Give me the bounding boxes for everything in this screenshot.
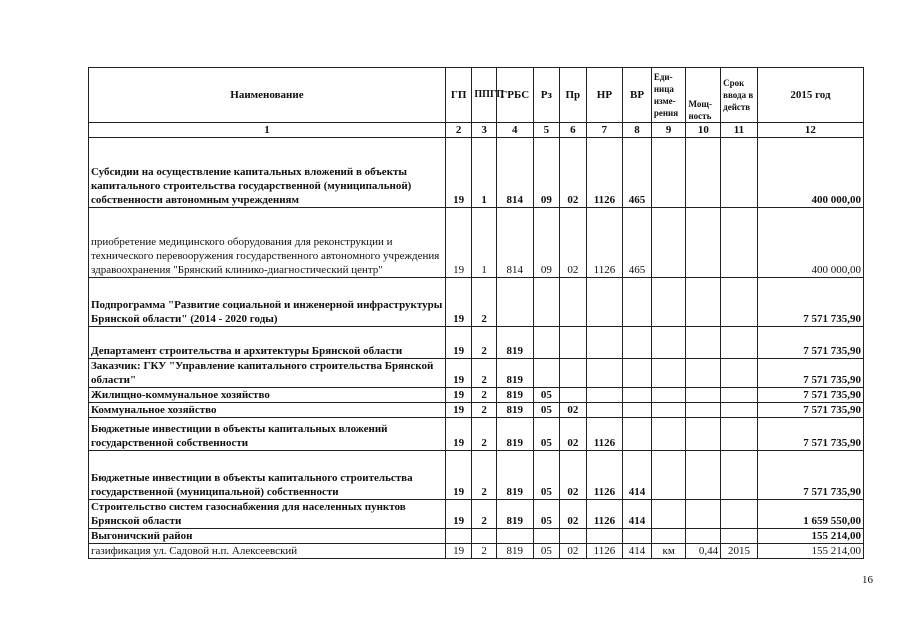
table-row — [89, 451, 864, 500]
row-name: Департамент строительства и архитектуры Брянской области — [89, 327, 446, 359]
amount-cell: 7 571 735,90 — [757, 327, 863, 359]
year-cell — [721, 388, 758, 403]
ppgp-cell: 2 — [472, 418, 496, 451]
capacity-cell — [686, 208, 721, 278]
table-row — [89, 388, 864, 403]
vr-cell — [623, 359, 652, 388]
vr-cell: 465 — [623, 138, 652, 208]
col-header-capacity: Мощ-ность — [686, 68, 721, 123]
pr-cell — [560, 327, 587, 359]
column-number: 3 — [472, 123, 496, 138]
pr-cell: 02 — [560, 451, 587, 500]
column-number: 6 — [560, 123, 587, 138]
unit-cell — [651, 500, 686, 529]
year-cell — [721, 529, 758, 544]
nr-cell: 1126 — [586, 418, 623, 451]
pr-cell — [560, 529, 587, 544]
col-header-unit: Еди-ница изме-рения — [651, 68, 686, 123]
column-number: 11 — [721, 123, 758, 138]
column-number: 5 — [533, 123, 560, 138]
year-cell — [721, 359, 758, 388]
capacity-cell — [686, 278, 721, 327]
capacity-cell — [686, 359, 721, 388]
col-header-name: Наименование — [89, 68, 446, 123]
capacity-cell — [686, 388, 721, 403]
col-header-pr: Пр — [560, 68, 587, 123]
pr-cell — [560, 388, 587, 403]
table-row — [89, 138, 864, 208]
year-cell — [721, 138, 758, 208]
capacity-cell — [686, 327, 721, 359]
vr-cell — [623, 388, 652, 403]
row-name: приобретение медицинского оборудования для реконструкции и технического перевооружения государственного автономного учреждения здравоохранения "Брянский клинико-диагностический центр" — [89, 208, 446, 278]
vr-cell — [623, 403, 652, 418]
unit-cell — [651, 529, 686, 544]
ppgp-cell: 2 — [472, 388, 496, 403]
amount-cell: 400 000,00 — [757, 138, 863, 208]
row-name: Заказчик: ГКУ "Управление капитального строительства Брянской области" — [89, 359, 446, 388]
table-row — [89, 544, 864, 559]
rz-cell: 05 — [533, 544, 560, 559]
grbs-cell: 819 — [496, 500, 533, 529]
year-cell — [721, 208, 758, 278]
column-number: 9 — [651, 123, 686, 138]
column-number: 12 — [757, 123, 863, 138]
rz-cell: 05 — [533, 388, 560, 403]
unit-cell — [651, 403, 686, 418]
unit-cell: км — [651, 544, 686, 559]
row-name: Бюджетные инвестиции в объекты капитального строительства государственной (муниципальной) собственности — [89, 451, 446, 500]
nr-cell — [586, 388, 623, 403]
rz-cell: 05 — [533, 403, 560, 418]
table-row — [89, 359, 864, 388]
vr-cell — [623, 327, 652, 359]
unit-cell — [651, 278, 686, 327]
unit-cell — [651, 451, 686, 500]
rz-cell: 09 — [533, 208, 560, 278]
grbs-cell — [496, 278, 533, 327]
vr-cell — [623, 529, 652, 544]
table-row — [89, 208, 864, 278]
grbs-cell: 819 — [496, 327, 533, 359]
col-header-2015: 2015 год — [757, 68, 863, 123]
table-row — [89, 418, 864, 451]
grbs-cell — [496, 529, 533, 544]
pr-cell: 02 — [560, 500, 587, 529]
gp-cell: 19 — [445, 451, 472, 500]
gp-cell: 19 — [445, 327, 472, 359]
column-number: 1 — [89, 123, 446, 138]
gp-cell: 19 — [445, 500, 472, 529]
table-body — [89, 123, 864, 559]
capacity-cell — [686, 138, 721, 208]
gp-cell: 19 — [445, 208, 472, 278]
nr-cell: 1126 — [586, 500, 623, 529]
amount-cell: 7 571 735,90 — [757, 451, 863, 500]
col-header-grbs: ГРБС — [496, 68, 533, 123]
gp-cell: 19 — [445, 544, 472, 559]
ppgp-cell: 1 — [472, 138, 496, 208]
ppgp-cell: 2 — [472, 451, 496, 500]
capacity-cell — [686, 418, 721, 451]
gp-cell: 19 — [445, 138, 472, 208]
gp-cell: 19 — [445, 278, 472, 327]
year-cell — [721, 500, 758, 529]
column-number-row — [89, 123, 864, 138]
nr-cell — [586, 359, 623, 388]
nr-cell: 1126 — [586, 208, 623, 278]
ppgp-cell — [472, 529, 496, 544]
unit-cell — [651, 388, 686, 403]
unit-cell — [651, 418, 686, 451]
rz-cell — [533, 278, 560, 327]
col-header-ppgp: ППГП — [472, 68, 496, 123]
grbs-cell: 814 — [496, 208, 533, 278]
vr-cell: 414 — [623, 500, 652, 529]
nr-cell — [586, 529, 623, 544]
col-header-gp: ГП — [445, 68, 472, 123]
grbs-cell: 819 — [496, 544, 533, 559]
pr-cell: 02 — [560, 418, 587, 451]
amount-cell: 7 571 735,90 — [757, 388, 863, 403]
pr-cell — [560, 359, 587, 388]
column-number: 4 — [496, 123, 533, 138]
nr-cell: 1126 — [586, 544, 623, 559]
amount-cell: 155 214,00 — [757, 529, 863, 544]
grbs-cell: 814 — [496, 138, 533, 208]
vr-cell: 414 — [623, 451, 652, 500]
year-cell — [721, 418, 758, 451]
unit-cell — [651, 327, 686, 359]
pr-cell: 02 — [560, 138, 587, 208]
grbs-cell: 819 — [496, 388, 533, 403]
amount-cell: 1 659 550,00 — [757, 500, 863, 529]
capacity-cell: 0,44 — [686, 544, 721, 559]
table-row — [89, 500, 864, 529]
gp-cell — [445, 529, 472, 544]
table-row — [89, 403, 864, 418]
gp-cell: 19 — [445, 403, 472, 418]
rz-cell — [533, 359, 560, 388]
grbs-cell: 819 — [496, 403, 533, 418]
row-name: Подпрограмма "Развитие социальной и инженерной инфраструктуры Брянской области" (2014 - 2020 годы) — [89, 278, 446, 327]
nr-cell: 1126 — [586, 451, 623, 500]
vr-cell — [623, 278, 652, 327]
row-name: Строительство систем газоснабжения для населенных пунктов Брянской области — [89, 500, 446, 529]
rz-cell: 05 — [533, 451, 560, 500]
nr-cell — [586, 327, 623, 359]
unit-cell — [651, 208, 686, 278]
ppgp-cell: 2 — [472, 403, 496, 418]
row-name: Жилищно-коммунальное хозяйство — [89, 388, 446, 403]
nr-cell: 1126 — [586, 138, 623, 208]
row-name: Бюджетные инвестиции в объекты капитальных вложений государственной собственности — [89, 418, 446, 451]
amount-cell: 7 571 735,90 — [757, 278, 863, 327]
gp-cell: 19 — [445, 388, 472, 403]
ppgp-cell: 2 — [472, 327, 496, 359]
ppgp-cell: 2 — [472, 500, 496, 529]
column-number: 7 — [586, 123, 623, 138]
pr-cell — [560, 278, 587, 327]
table-row — [89, 327, 864, 359]
grbs-cell: 819 — [496, 451, 533, 500]
year-cell — [721, 403, 758, 418]
grbs-cell: 819 — [496, 359, 533, 388]
amount-cell: 7 571 735,90 — [757, 359, 863, 388]
unit-cell — [651, 359, 686, 388]
unit-cell — [651, 138, 686, 208]
year-cell — [721, 278, 758, 327]
table-row — [89, 529, 864, 544]
col-header-rz: Рз — [533, 68, 560, 123]
ppgp-cell: 2 — [472, 359, 496, 388]
col-header-commission-year: Срок ввода в действ — [721, 68, 758, 123]
gp-cell: 19 — [445, 418, 472, 451]
nr-cell — [586, 403, 623, 418]
header-row — [89, 68, 864, 123]
col-header-vr: ВР — [623, 68, 652, 123]
amount-cell: 155 214,00 — [757, 544, 863, 559]
rz-cell — [533, 529, 560, 544]
year-cell — [721, 451, 758, 500]
grbs-cell: 819 — [496, 418, 533, 451]
vr-cell: 414 — [623, 544, 652, 559]
ppgp-cell: 2 — [472, 544, 496, 559]
rz-cell: 05 — [533, 500, 560, 529]
vr-cell: 465 — [623, 208, 652, 278]
vr-cell — [623, 418, 652, 451]
column-number: 10 — [686, 123, 721, 138]
pr-cell: 02 — [560, 208, 587, 278]
row-name: Коммунальное хозяйство — [89, 403, 446, 418]
page-number: 16 — [862, 574, 873, 586]
amount-cell: 7 571 735,90 — [757, 403, 863, 418]
rz-cell: 05 — [533, 418, 560, 451]
row-name: Выгоничский район — [89, 529, 446, 544]
row-name: Субсидии на осуществление капитальных вложений в объекты капитального строительства государственной (муниципальной) собственности автономным учреждениям — [89, 138, 446, 208]
nr-cell — [586, 278, 623, 327]
gp-cell: 19 — [445, 359, 472, 388]
col-header-nr: НР — [586, 68, 623, 123]
year-cell: 2015 — [721, 544, 758, 559]
capacity-cell — [686, 500, 721, 529]
column-number: 2 — [445, 123, 472, 138]
table-row — [89, 278, 864, 327]
ppgp-cell: 1 — [472, 208, 496, 278]
budget-table — [88, 67, 864, 559]
rz-cell: 09 — [533, 138, 560, 208]
column-number: 8 — [623, 123, 652, 138]
row-name: газификация ул. Садовой н.п. Алексеевский — [89, 544, 446, 559]
amount-cell: 7 571 735,90 — [757, 418, 863, 451]
capacity-cell — [686, 403, 721, 418]
rz-cell — [533, 327, 560, 359]
capacity-cell — [686, 451, 721, 500]
capacity-cell — [686, 529, 721, 544]
pr-cell: 02 — [560, 403, 587, 418]
amount-cell: 400 000,00 — [757, 208, 863, 278]
year-cell — [721, 327, 758, 359]
ppgp-cell: 2 — [472, 278, 496, 327]
pr-cell: 02 — [560, 544, 587, 559]
